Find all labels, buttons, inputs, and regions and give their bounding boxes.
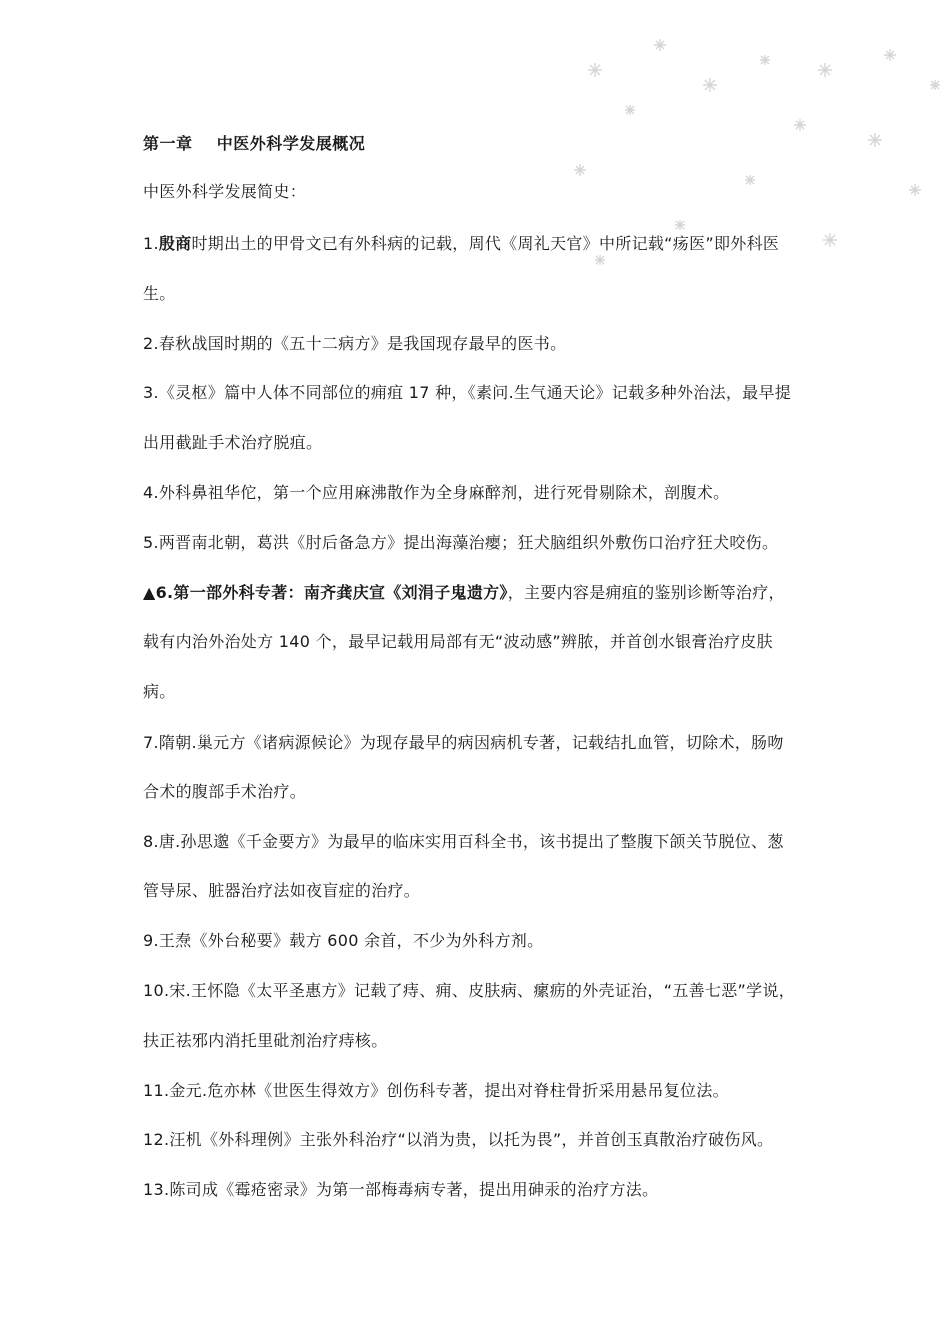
item-1-bold: 殷商 — [158, 234, 192, 253]
item-13: 13.陈司成《霉疮密录》为第一部梅毒病专著，提出用砷汞的治疗方法。 — [143, 1180, 659, 1199]
item-6-continued-2: 病。 — [143, 682, 176, 701]
item-11: 11.金元.危亦林《世医生得效方》创伤科专著，提出对脊柱骨折采用悬吊复位法。 — [143, 1081, 729, 1100]
item-1-number: 1. — [143, 234, 159, 253]
item-6-continued: 载有内治外治处方 140 个，最早记载用局部有无“波动感”辨脓，并首创水银膏治疗皮肤 — [143, 632, 773, 651]
item-8: 8.唐.孙思邈《千金要方》为最早的临床实用百科全书，该书提出了整腹下颌关节脱位、葱 — [143, 832, 784, 851]
item-6-number: ▲6. — [143, 583, 174, 602]
item-12: 12.汪机《外科理例》主张外科治疗“以消为贵，以托为畏”，并首创玉真散治疗破伤风。 — [143, 1130, 774, 1149]
item-5: 5.两晋南北朝，葛洪《肘后备急方》提出海藻治瘿；狂犬脑组织外敷伤口治疗狂犬咬伤。 — [143, 533, 779, 552]
item-6-text: ，主要内容是痈疽的鉴别诊断等治疗， — [507, 583, 785, 602]
item-1 — [143, 232, 779, 256]
item-3: 3.《灵枢》篇中人体不同部位的痈疽 17 种，《素问.生气通天论》记载多种外治法，最早提 — [143, 383, 792, 402]
item-2: 2.春秋战国时期的《五十二病方》是我国现存最早的医书。 — [143, 334, 567, 353]
item-6 — [143, 581, 785, 605]
chapter-title: 第一章 中医外科学发展概况 — [143, 134, 366, 153]
item-1-continued: 生。 — [143, 284, 176, 303]
item-7: 7.隋朝.巢元方《诸病源候论》为现存最早的病因病机专著，记载结扎血管，切除术，肠吻 — [143, 733, 784, 752]
intro-text: 中医外科学发展简史： — [143, 182, 307, 201]
item-6-bold: 第一部外科专著：南齐龚庆宣《刘涓子鬼遗方》 — [173, 583, 508, 602]
item-3-continued: 出用截趾手术治疗脱疽。 — [143, 433, 323, 452]
item-7-continued: 合术的腹部手术治疗。 — [143, 782, 307, 801]
item-10-continued: 扶正祛邪内消托里砒剂治疗痔核。 — [143, 1031, 388, 1050]
item-10: 10.宋.王怀隐《太平圣惠方》记载了痔、痈、皮肤病、瘰疬的外壳证治，“五善七恶”学说， — [143, 981, 796, 1000]
item-8-continued: 管导尿、脏器治疗法如夜盲症的治疗。 — [143, 881, 421, 900]
item-1-text: 时期出土的甲骨文已有外科病的记载，周代《周礼天官》中所记载“疡医”即外科医 — [191, 234, 780, 253]
item-4: 4.外科鼻祖华佗，第一个应用麻沸散作为全身麻醉剂，进行死骨剔除术，剖腹术。 — [143, 483, 730, 502]
item-9: 9.王焘《外台秘要》载方 600 余首，不少为外科方剂。 — [143, 931, 544, 950]
